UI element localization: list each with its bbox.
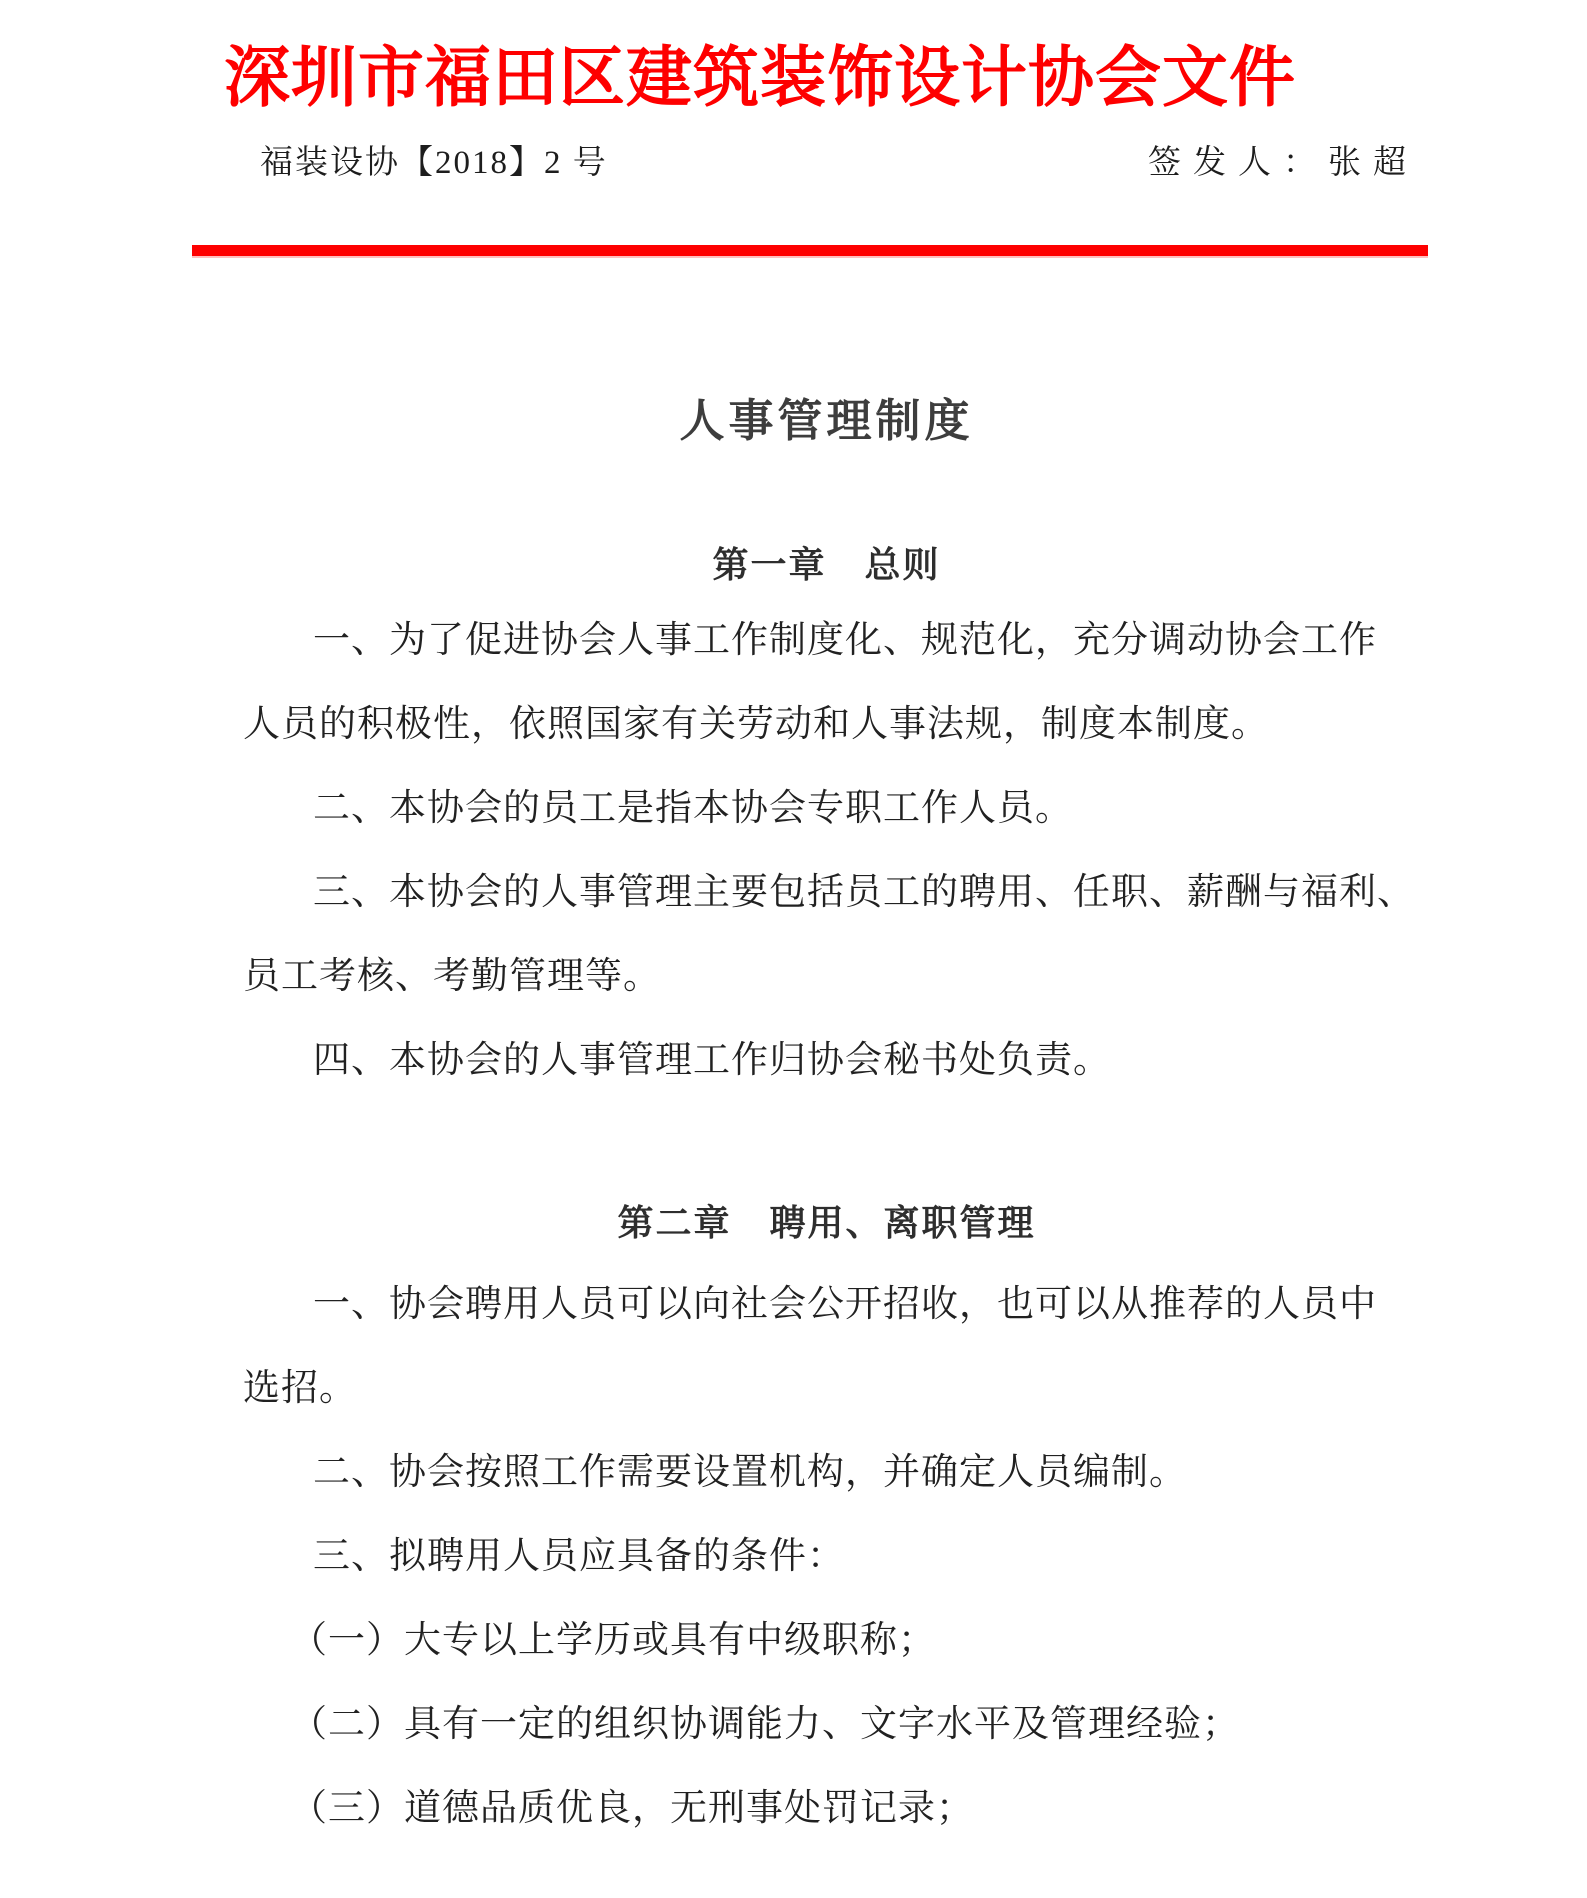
org-title: 深圳市福田区建筑装饰设计协会文件 — [224, 42, 1296, 115]
issuer-label: 签发人： — [1148, 145, 1328, 181]
document-line: 选招。 — [243, 1368, 357, 1409]
document-line: 三、拟聘用人员应具备的条件： — [313, 1536, 845, 1577]
document-line: 一、协会聘用人员可以向社会公开招收，也可以从推荐的人员中 — [313, 1284, 1377, 1325]
chapter-2-heading: 第二章 聘用、离职管理 — [617, 1203, 1036, 1243]
document-line: （一）大专以上学历或具有中级职称； — [290, 1620, 936, 1661]
chapter-1-body — [243, 594, 1415, 1098]
document-line: 四、本协会的人事管理工作归协会秘书处负责。 — [313, 1040, 1111, 1081]
issuer-name: 张超 — [1328, 145, 1418, 181]
document-line: 三、本协会的人事管理主要包括员工的聘用、任职、薪酬与福利、 — [313, 872, 1415, 913]
doc-number: 福装设协【2018】2 号 — [260, 145, 608, 181]
chapter-1-heading: 第一章 总则 — [712, 545, 941, 585]
document-line: 一、为了促进协会人事工作制度化、规范化，充分调动协会工作 — [313, 620, 1377, 661]
document-line: （二）具有一定的组织协调能力、文字水平及管理经验； — [290, 1704, 1240, 1745]
document-line: 二、协会按照工作需要设置机构，并确定人员编制。 — [313, 1452, 1187, 1493]
chapter-2-body — [243, 1258, 1410, 1846]
document-title: 人事管理制度 — [679, 396, 974, 446]
red-divider — [192, 245, 1428, 256]
document-line: 员工考核、考勤管理等。 — [243, 956, 661, 997]
document-line: 人员的积极性，依照国家有关劳动和人事法规，制度本制度。 — [243, 704, 1269, 745]
document-line: 二、本协会的员工是指本协会专职工作人员。 — [313, 788, 1073, 829]
document-line: （三）道德品质优良，无刑事处罚记录； — [290, 1788, 974, 1829]
doc-meta-row — [260, 136, 1418, 183]
issuer — [1148, 136, 1418, 183]
